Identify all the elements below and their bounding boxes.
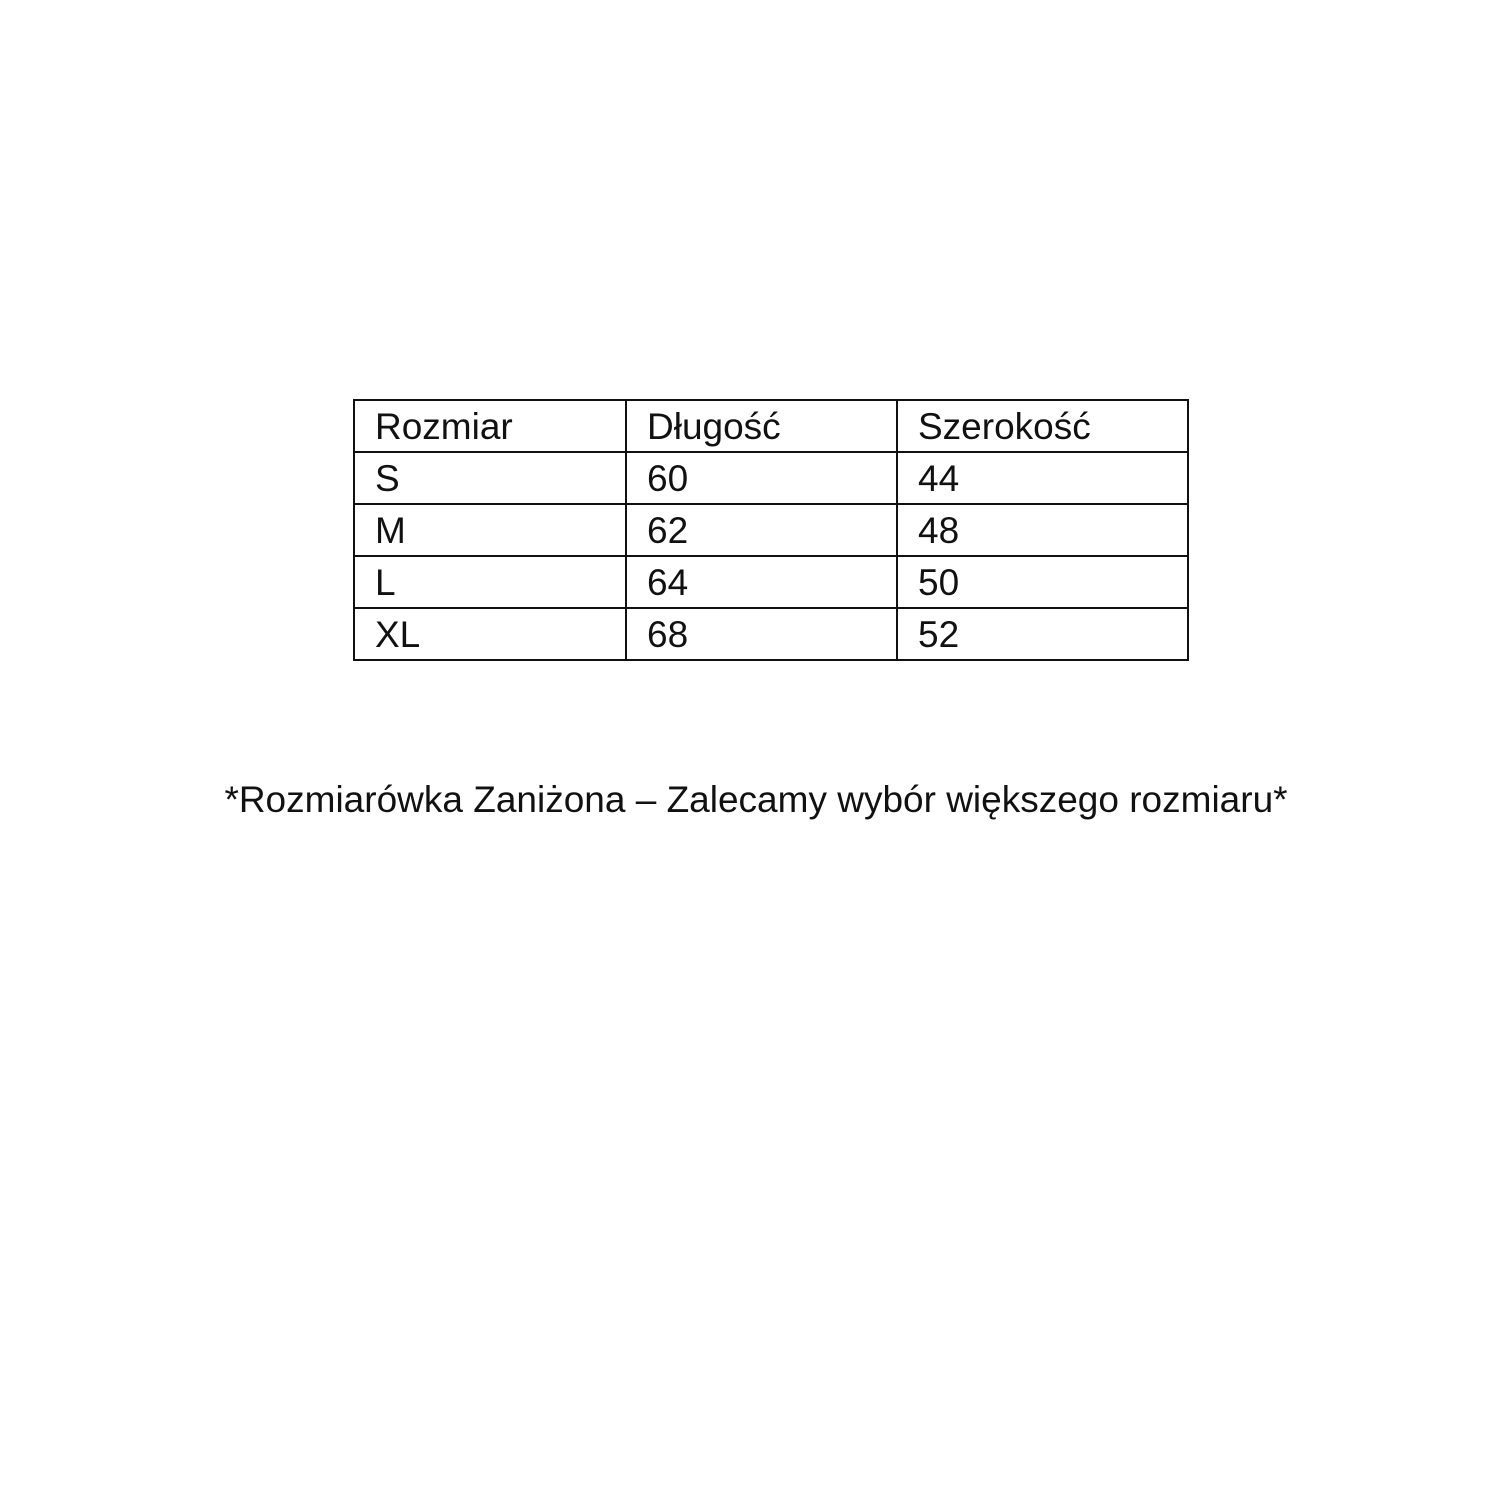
cell-size: S <box>354 452 626 504</box>
header-size: Rozmiar <box>354 400 626 452</box>
header-length: Długość <box>626 400 897 452</box>
cell-length: 68 <box>626 608 897 660</box>
cell-width: 52 <box>897 608 1188 660</box>
cell-width: 50 <box>897 556 1188 608</box>
table-row <box>354 452 1188 504</box>
cell-width: 48 <box>897 504 1188 556</box>
size-note: *Rozmiarówka Zaniżona – Zalecamy wybór większego rozmiaru* <box>224 779 1288 820</box>
cell-length: 62 <box>626 504 897 556</box>
table-row <box>354 556 1188 608</box>
cell-size: XL <box>354 608 626 660</box>
table-header-row <box>354 400 1188 452</box>
table-row <box>354 608 1188 660</box>
cell-size: L <box>354 556 626 608</box>
cell-width: 44 <box>897 452 1188 504</box>
cell-length: 60 <box>626 452 897 504</box>
table-row <box>354 504 1188 556</box>
cell-length: 64 <box>626 556 897 608</box>
cell-size: M <box>354 504 626 556</box>
size-chart-table <box>353 399 1189 661</box>
header-width: Szerokość <box>897 400 1188 452</box>
